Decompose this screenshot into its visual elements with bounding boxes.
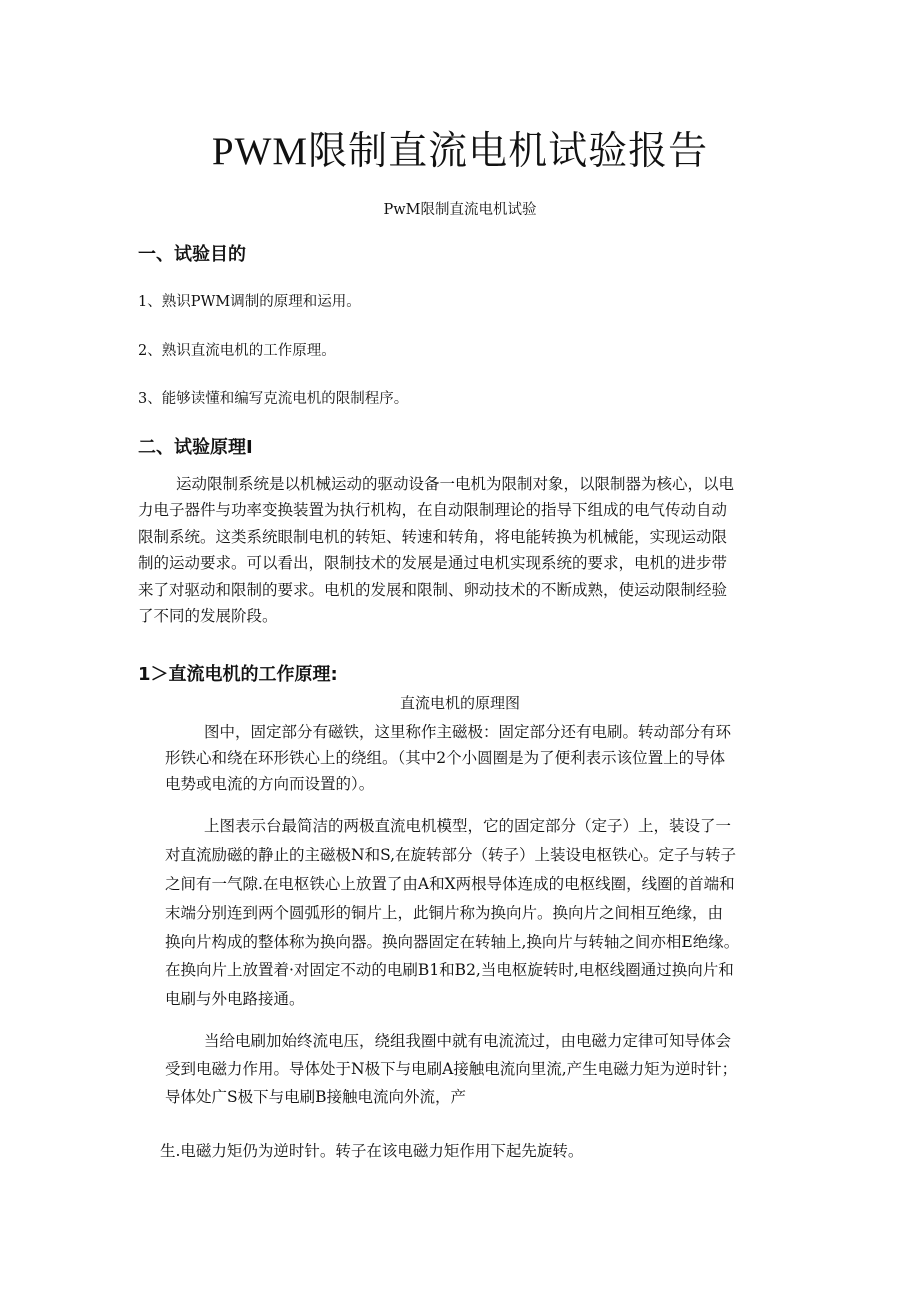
- paragraph-line: 力电子器件与功率变换装置为执行机构，在自动限制理论的指导下组成的电气传动自动: [138, 501, 728, 520]
- paragraph-line: 图中，固定部分有磁铁，这里称作主磁极：固定部分还有电刷。转动部分有环: [204, 723, 732, 741]
- figure-caption: 直流电机的原理图: [399, 694, 520, 712]
- paragraph-line: 电刷与外电路接通。: [165, 990, 305, 1009]
- section-heading-objectives: 一、试验目的: [138, 244, 246, 265]
- electromagnetic-force-paragraph: [165, 1028, 737, 1112]
- paragraph-line: 了不同的发展阶段。: [138, 606, 278, 625]
- objective-item: 3、能够读懂和编写克流电机的限制程序。: [138, 391, 409, 407]
- paragraph-continuation-line: 生.电磁力矩仍为逆时针。转子在该电磁力矩作用下起先旋转。: [160, 1142, 584, 1160]
- paragraph-line: 制的运动要求。可以看出，限制技术的发展是通过电机实现系统的要求，电机的进步带: [138, 554, 728, 573]
- document-subtitle: PwM限制直流电机试验: [383, 202, 537, 218]
- section-heading-principle: 二、试验原理I: [138, 437, 253, 458]
- paragraph-line: 受到电磁力作用。导体处于N极下与电刷A接触电流向里流,产生电磁力矩为逆时针；: [165, 1060, 738, 1078]
- paragraph-line: 在换向片上放置着·对固定不动的电刷B1和B2,当电枢旋转时,电枢线圈通过换向片和: [165, 961, 734, 980]
- paragraph-line: 来了对驱动和限制的要求。电机的发展和限制、卵动技术的不断成熟，使运动限制经验: [138, 580, 728, 599]
- paragraph-line: 之间有一气隙.在电枢铁心上放置了由A和X两根导体连成的电枢线圈，线圈的首端和: [165, 874, 735, 893]
- paragraph-line: 电势或电流的方向而设置的）。: [165, 775, 375, 793]
- paragraph-line: 换向片构成的整体称为换向器。换向器固定在转轴上,换向片与转轴之间亦相E绝缘。: [165, 932, 740, 951]
- paragraph-line: 导体处广S极下与电刷B接触电流向外流，产: [165, 1088, 467, 1106]
- paragraph-line: 对直流励磁的静止的主磁极N和S,在旋转部分（转子）上装设电枢铁心。定子与转子: [165, 845, 737, 864]
- paragraph-line: 限制系统。这类系统眼制电机的转矩、转速和转角，将电能转换为机械能，实现运动限: [138, 527, 728, 546]
- objective-item: 1、熟识PWM调制的原理和运用。: [138, 294, 361, 310]
- figure-description-paragraph: [165, 719, 731, 797]
- paragraph-line: 上图表示台最简洁的两极直流电机模型，它的固定部分（定子）上，装设了一: [204, 817, 732, 835]
- motor-model-paragraph: [165, 813, 739, 1015]
- paragraph-line: 当给电刷加始终流电压，绕组我圈中就有电流流过，由电磁力定律可知导体会: [204, 1032, 732, 1050]
- paragraph-line: 运动限制系统是以机械运动的驱动设备一电机为限制对象，以限制器为核心，以电: [176, 475, 735, 493]
- paragraph-line: 形铁心和绕在环形铁心上的绕组。（其中2个小圆圈是为了便利表示该位置上的导体: [165, 749, 726, 767]
- principle-paragraph: [138, 471, 734, 629]
- document-title: PWM限制直流电机试验报告: [211, 130, 709, 173]
- subsection-heading-dc-motor: 1＞直流电机的工作原理:: [138, 664, 338, 685]
- objective-item: 2、熟识直流电机的工作原理。: [138, 343, 336, 359]
- paragraph-line: 末端分别连到两个圆弧形的铜片上，此铜片称为换向片。换向片之间相互绝缘，由: [165, 903, 724, 922]
